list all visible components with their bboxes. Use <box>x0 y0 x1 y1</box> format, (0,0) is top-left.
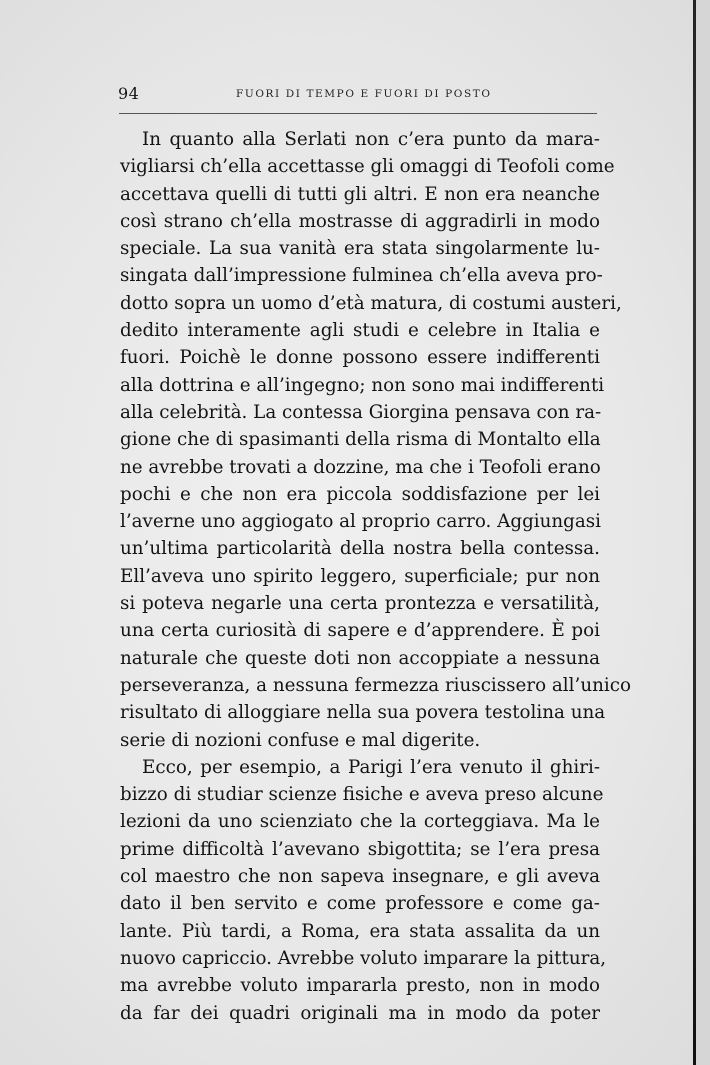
page-edge-shadow <box>696 0 710 1065</box>
text-line: Ell’aveva uno spirito leggero, superficiale; pur non <box>120 565 600 587</box>
text-line: speciale. La sua vanità era stata singolarmente lu- <box>120 238 600 260</box>
text-line: dotto sopra un uomo d’età matura, di costumi austeri, <box>120 292 622 314</box>
running-title: FUORI DI TEMPO E FUORI DI POSTO <box>236 88 492 100</box>
text-line: si poteva negarle una certa prontezza e versatilità, <box>120 593 600 615</box>
text-line: alla dottrina e all’ingegno; non sono mai indifferenti <box>120 374 605 396</box>
text-line: prime difficoltà l’avevano sbigottita; se l’era presa <box>120 838 600 860</box>
text-line: l’averne uno aggiogato al proprio carro. Aggiungasi <box>120 511 601 533</box>
text-line: un’ultima particolarità della nostra bella contessa. <box>120 538 600 560</box>
text-line: lezioni da uno scienziato che la corteggiava. Ma le <box>120 811 600 833</box>
text-line: ma avrebbe voluto impararla presto, non in modo <box>120 975 600 997</box>
header-rule <box>119 113 597 114</box>
text-line: bizzo di studiar scienze fisiche e aveva preso alcune <box>120 784 604 806</box>
text-line: fuori. Poichè le donne possono essere indifferenti <box>120 347 600 369</box>
text-line: singata dall’impressione fulminea ch’ella aveva pro- <box>120 265 603 287</box>
text-line: serie di nozioni confuse e mal digerite. <box>120 729 481 751</box>
text-line: così strano ch’ella mostrasse di aggradirli in modo <box>120 210 600 232</box>
text-line: una certa curiosità di sapere e d’apprendere. È poi <box>120 620 600 642</box>
text-line: ne avrebbe trovati a dozzine, ma che i Teofoli erano <box>120 456 601 478</box>
text-line: vigliarsi ch’ella accettasse gli omaggi di Teofoli come <box>120 156 615 178</box>
running-header <box>118 84 598 104</box>
text-line: risultato di alloggiare nella sua povera testolina una <box>120 702 606 724</box>
page-number: 94 <box>118 84 140 103</box>
page-binding-edge <box>693 0 696 1065</box>
text-line: perseveranza, a nessuna fermezza riuscissero all’unico <box>120 674 631 696</box>
text-line: col maestro che non sapeva insegnare, e gli aveva <box>120 866 600 888</box>
text-line: pochi e che non era piccola soddisfazione per lei <box>120 483 600 505</box>
text-line: alla celebrità. La contessa Giorgina pensava con ra- <box>120 401 602 423</box>
text-line: gione che di spasimanti della risma di Montalto ella <box>120 429 601 451</box>
text-line: naturale che queste doti non accoppiate a nessuna <box>120 647 600 669</box>
text-line: Ecco, per esempio, a Parigi l’era venuto il ghiri- <box>142 756 600 778</box>
text-line: dato il ben servito e come professore e come ga- <box>120 893 600 915</box>
body-text <box>120 126 631 1027</box>
text-line: lante. Più tardi, a Roma, era stata assalita da un <box>120 920 600 942</box>
text-line: In quanto alla Serlati non c’era punto da mara- <box>142 129 600 150</box>
text-line: accettava quelli di tutti gli altri. E non era neanche <box>120 183 600 205</box>
text-line: nuovo capriccio. Avrebbe voluto imparare la pittura, <box>120 947 607 969</box>
text-line: da far dei quadri originali ma in modo da poter <box>120 1002 600 1024</box>
text-line: dedito interamente agli studi e celebre in Italia e <box>120 320 600 342</box>
